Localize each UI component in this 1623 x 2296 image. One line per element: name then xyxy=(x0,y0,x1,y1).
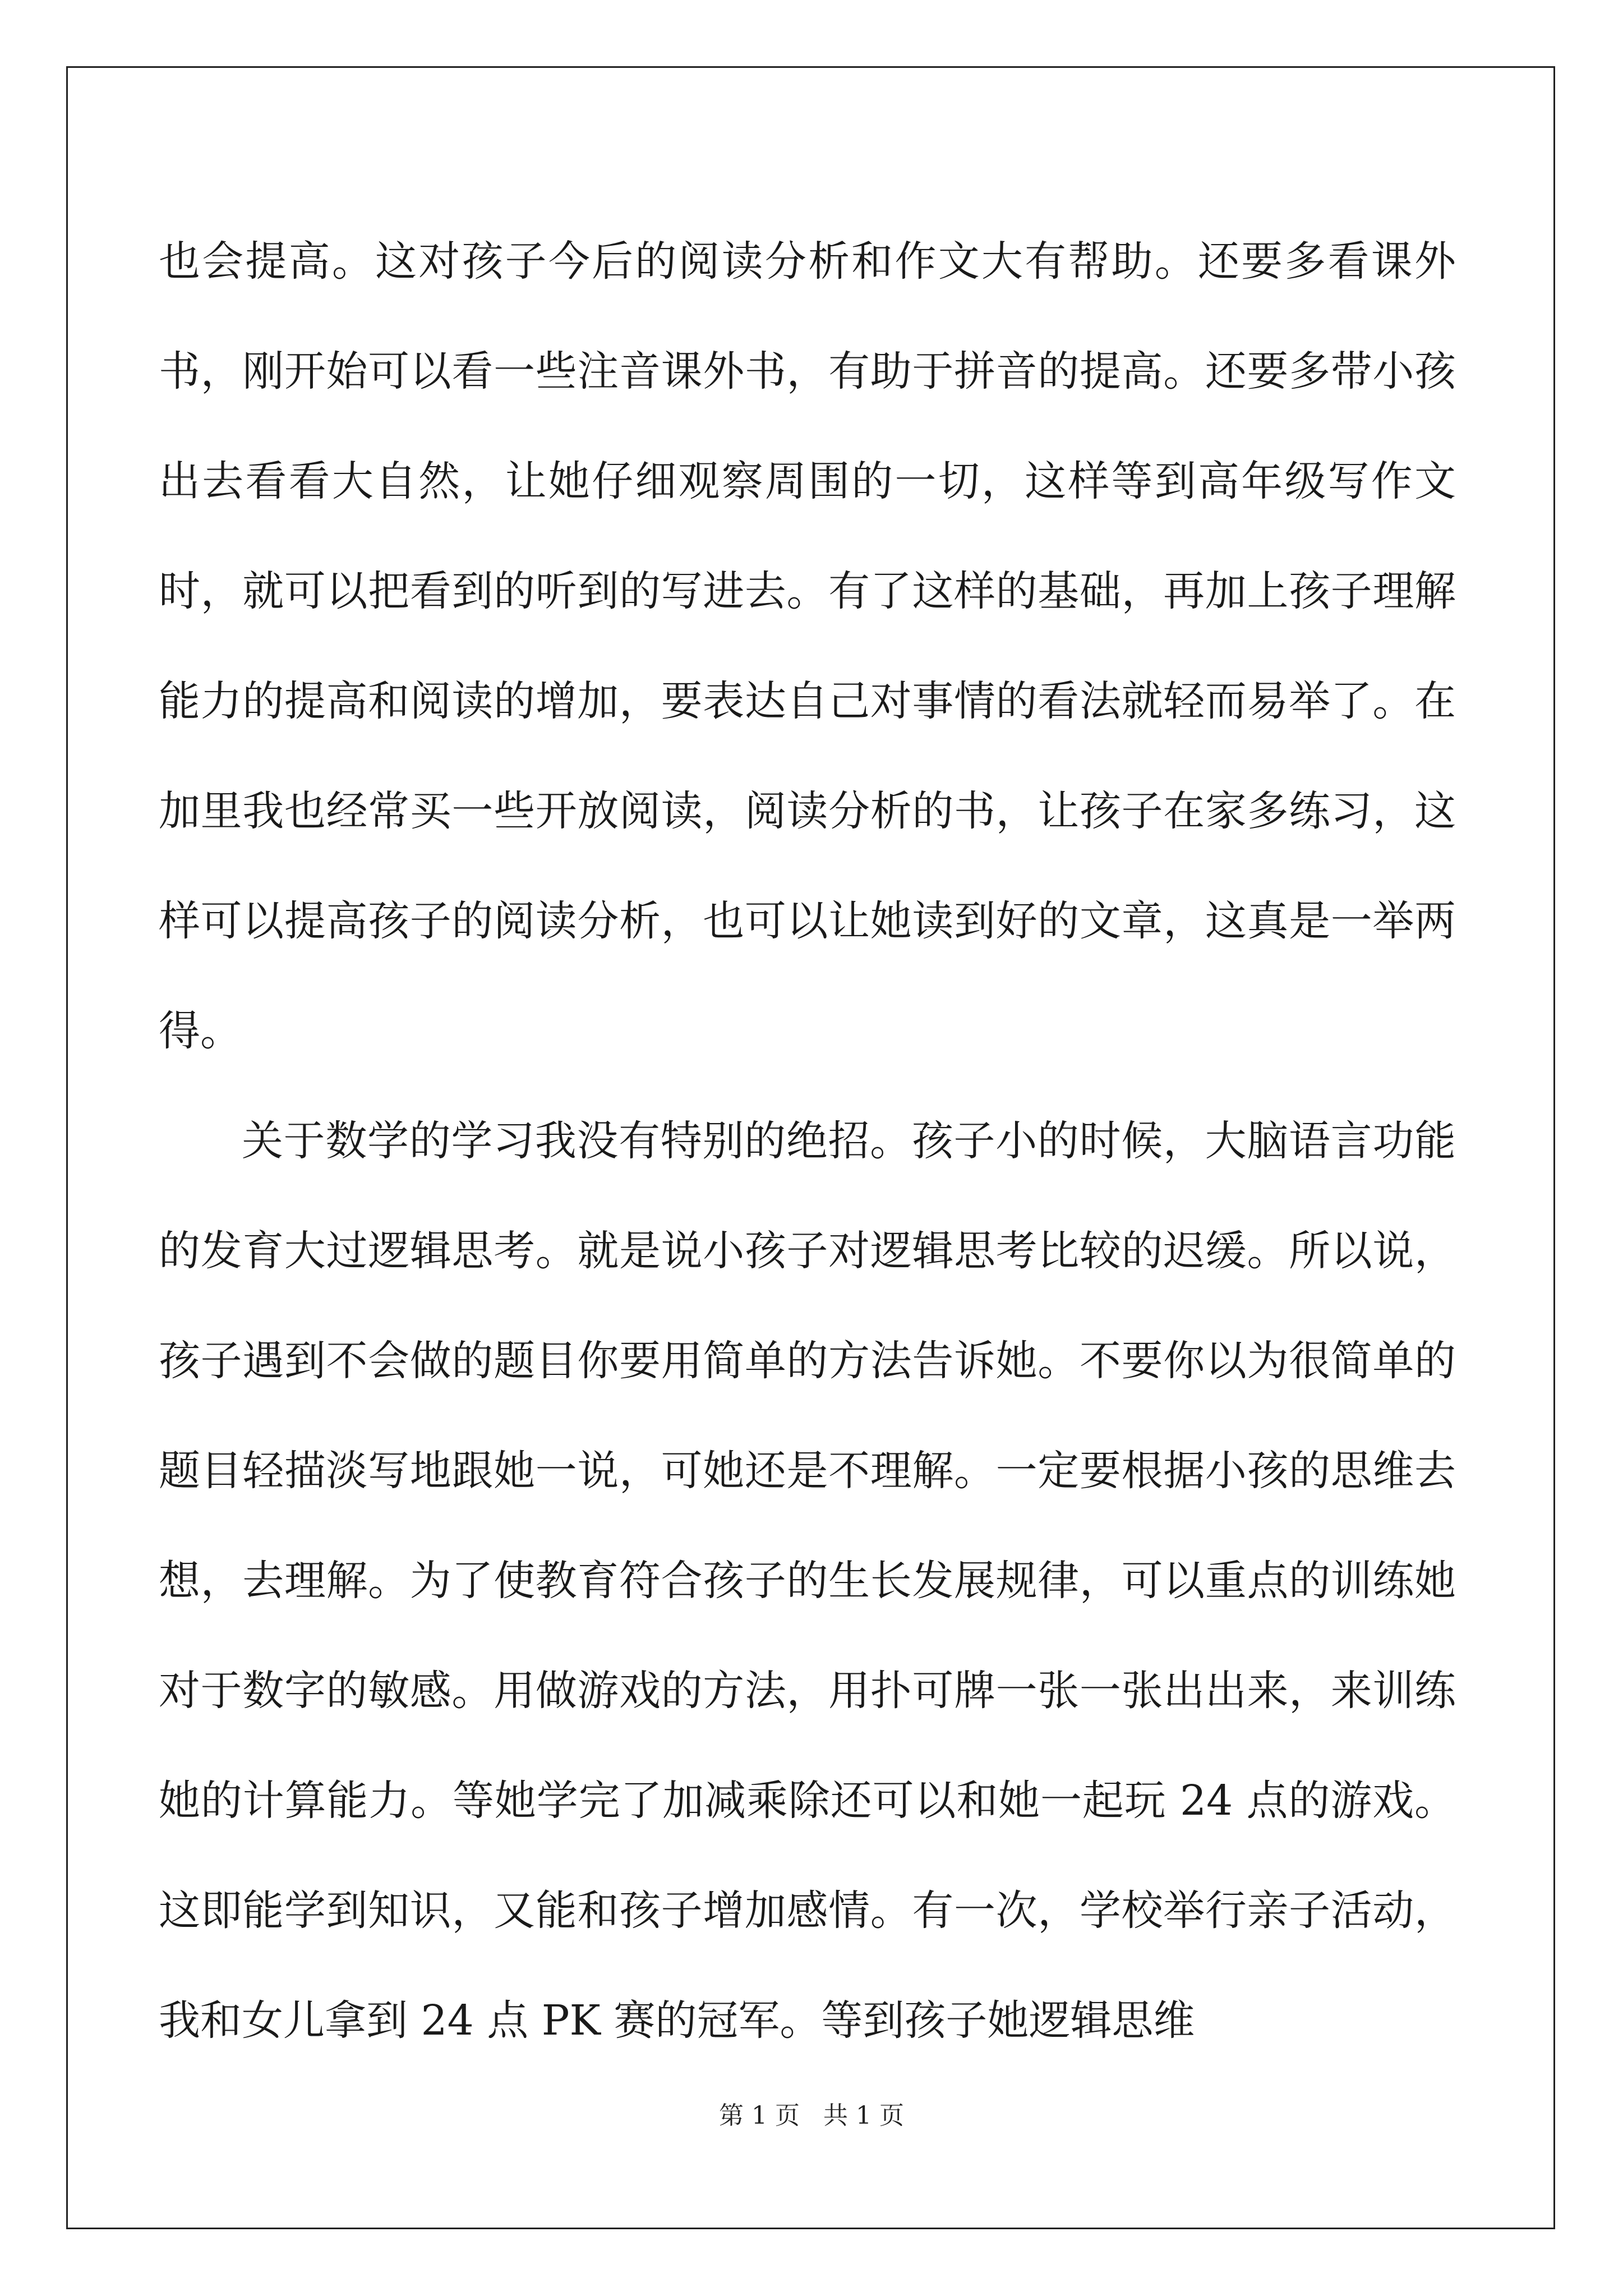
page-number: 第 1 页 共 1 页 xyxy=(719,2101,904,2130)
paragraph-1: 也会提高。这对孩子今后的阅读分析和作文大有帮助。还要多看课外书，刚开始可以看一些注音课外书，有助于拼音的提高。还要多带小孩出去看看大自然，让她仔细观察周围的一切，这样等到高年级写作文时，就可以把看到的听到的写进去。有了这样的基础，再加上孩子理解能力的提高和阅读的增加，要表达自己对事情的看法就轻而易举了。在加里我也经常买一些开放阅读，阅读分析的书，让孩子在家多练习，这样可以提高孩子的阅读分析，也可以让她读到好的文章，这真是一举两得。 xyxy=(159,237,1456,1055)
document-body xyxy=(159,206,1456,2076)
paragraph-2: 关于数学的学习我没有特别的绝招。孩子小的时候，大脑语言功能的发育大过逻辑思考。就是说小孩子对逻辑思考比较的迟缓。所以说，孩子遇到不会做的题目你要用简单的方法告诉她。不要你以为很简单的题目轻描淡写地跟她一说，可她还是不理解。一定要根据小孩的思维去想，去理解。为了使教育符合孩子的生长发展规律，可以重点的训练她对于数字的敏感。用做游戏的方法，用扑可牌一张一张出出来，来训练她的计算能力。等她学完了加减乘除还可以和她一起玩 24 点的游戏。这即能学到知识，又能和孩子增加感情。有一次，学校举行亲子活动，我和女儿拿到 24 点 PK 赛的冠军。等到孩子她逻辑思维 xyxy=(159,1117,1456,2045)
